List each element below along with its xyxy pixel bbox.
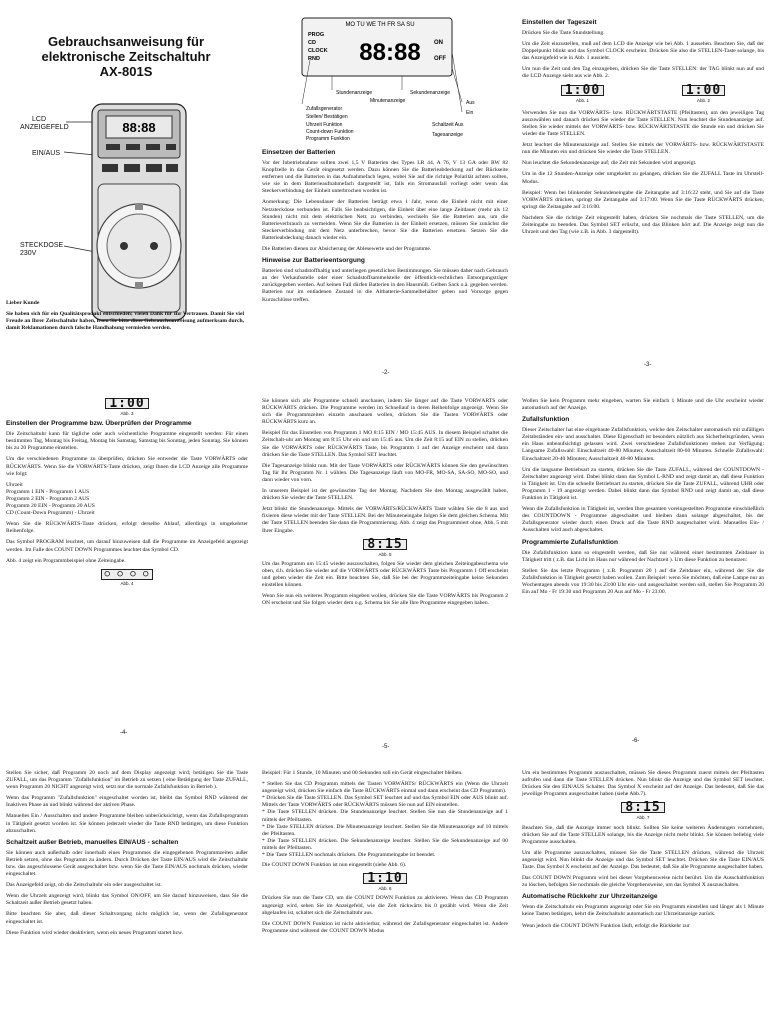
diagram-prog: PROG <box>308 32 325 38</box>
tag-p9: Nachdem Sie die richtige Zeit eingestellt haben, drücken Sie nochmals die Taste STELLEN, um die Zeiteingabe zu beenden. Das Symbol SET erlischt, und das Blinken hört auf. Die Anzeige zeigt nun die Uhrzeit und den Tag (wie z.B. in Abb. 3 dargestellt). <box>522 214 764 236</box>
lbl-sekunden: Sekundenanzeige <box>410 90 451 96</box>
anzeigefeld-label: ANZEIGEFELD <box>20 124 69 131</box>
title-line-2: elektronische Zeitschaltuhr <box>41 49 211 64</box>
lcd-label: LCD <box>32 116 47 123</box>
lbl-zufall: Zufallsgenerator <box>306 106 343 112</box>
page-number-3: -3- <box>644 362 652 368</box>
heading-entsorgung: Hinweise zur Batterieentsorgung <box>262 257 365 265</box>
c6-p1: Wollen Sie kein Programm mehr eingeben, warten Sie einfach 1 Minute und die Uhr erscheint wieder automatisch auf der Anzeige. <box>522 398 764 412</box>
c5-p7: Wenn Sie nun ein weiteres Programm eingeben wollen, drücken Sie die Taste VORWÄRTS bis Programm 2 ON erscheint und Sie folgen wieder dem o.g. Schema bis Sie alle Ihre Programme eingegeben haben. <box>262 593 508 607</box>
page-number-6: -6- <box>632 738 640 744</box>
abb-2-lcd: 1:00 <box>682 85 725 96</box>
display-diagram <box>262 14 508 144</box>
column-9-text <box>522 770 764 1024</box>
cd-step: * Drücken Sie die Taste STELLEN. Das Symbol SET leuchtet auf und das Symbol EIN oder AUS blinkt auf. Mittels der Taste VORWÄRTS oder RÜCKWÄRTS müssen Sie nun auf EIN einstellen. <box>262 795 508 809</box>
abb-1-lcd: 1:00 <box>561 85 604 96</box>
tag-p4: Verwenden Sie nun die VORWÄRTS- bzw. RÜCKWÄRTSTASTE (Pfeiltasten), um den jeweiligen Tag auszuwählen und danach drücken Sie wieder die Taste STELLEN. Nun leuchtet die Stundenanzeige auf. Stellen Sie wieder mittels der VORWÄRTS- bzw. RÜCKWÄRTSTASTE die Stunde ein und drücken Sie wieder die Taste STELLEN. <box>522 109 764 138</box>
c7-p3: Manuelles Ein / Ausschalten und andere Programme bleiben unberücksichtigt, wenn das Zufallsprogramm in Tätigkeit gesetzt worden ist. Sie können jederzeit wieder die Taste RND betätigen, um diese Funktion abzuschalten. <box>6 813 248 834</box>
diagram-off: OFF <box>434 56 446 62</box>
abb-2-caption: Abb. 2 <box>696 97 710 103</box>
tag-p3: Um nun die Zeit und den Tag einzugeben, drücken Sie die Taste STELLEN: der TAG blinkt nun auf und die LCD Anzeige sieht aus wie Abb. 2. <box>522 66 764 80</box>
c5-p5: Jetzt blinkt die Stundenanzeige. Mittels der VORWÄRTS/RÜCKWÄRTS Taste wählen Sie die 8 aus und fixieren diese wieder mit der Taste STELLEN. Bei der Minuteneingabe folgen Sie dem gleichen Schema. Mit der Taste STELLEN beenden Sie dann die Programmierung. Abb. 4 zeigt das Programmiert ohne, Abb. 5 mit Ihrer Eingabe. <box>262 506 508 534</box>
abb-5-lcd: 8:15 <box>363 539 406 550</box>
diagram-cd: CD <box>308 40 316 46</box>
c9-p6: Wenn jedoch die COUNT DOWN Funktion läuft, erfolgt die Rückkehr zur <box>522 922 690 929</box>
cover-panel <box>6 34 246 334</box>
abb-1-2-figures <box>522 82 764 104</box>
c7-p8: Diese Funktion wird wieder deaktiviert, wenn ein neues Programm startet bzw. <box>6 929 184 936</box>
c8-p2: Die COUNT DOWN Funktion ist nun eingestellt (siehe Abb. 6). <box>262 862 407 869</box>
program-list-item: Programm 20 EIN - Programm 20 AUS <box>6 503 95 510</box>
lbl-count: Count-down Funktion <box>306 129 354 135</box>
c9-p2: Beachten Sie, daß die Anzeige immer noch blinkt. Sollten Sie keine weiteren Änderungen vornehmen, drücken Sie auf die Taste STELLEN solange, bis die Anzeige nicht mehr blinkt. Sie können beliebig viele Programme ausschalten. <box>522 824 764 845</box>
c5-p3: Die Tagesanzeige blinkt nun. Mit der Taste VORWÄRTS oder RÜCKWÄRTS können Sie den gewünschten Tag für Ihr Programm Nr. 1 wählen. Die Tagesanzeige läuft von MO-FR, MO-SA, SA-SO, MO-SO, und dann wieder von vorn. <box>262 462 508 483</box>
cd-steps <box>262 781 508 859</box>
lbl-minuten: Minutenanzeige <box>370 98 406 104</box>
tag-p7: Um in die 12 Stunden-Anzeige oder umgekehrt zu gelangen, drücken Sie die ZUFALL Taste im Uhrstell-Modus. <box>522 171 764 185</box>
lbl-stellen: Stellen/ Bestätigen <box>306 114 348 120</box>
heading-rueckkehr: Automatische Rückkehr zur Uhrzeitanzeige <box>522 893 658 901</box>
lbl-stunden: Stundenanzeige <box>336 90 373 96</box>
abb-3-lcd: 1:00 <box>105 398 148 409</box>
device-lcd-digits: 88:88 <box>122 120 156 135</box>
liebe-kunde: Lieber Kunde <box>6 300 40 306</box>
tag-p1: Drücken Sie die Taste Stundstellung. <box>522 30 605 36</box>
c7-p7: Bitte beachten Sie aber, daß dieser Schaltvorgang nicht möglich ist, wenn der Zufallsgenerator eingeschaltet ist. <box>6 911 248 925</box>
heading-programme: Einstellen der Programme bzw. Überprüfen der Programme <box>6 420 192 428</box>
volt-label: 230V <box>20 250 37 257</box>
column-3-text <box>522 16 764 366</box>
prog-p2: Um die verschiedenen Programme zu überprüfen, drücken Sie entweder die Taste VORWÄRTS oder RÜCKWÄRTS. Wenn Sie die VORWÄRTS-Taste drücken, zeigt Ihnen die LCD Anzeige alle Programme wie folgt: <box>6 456 248 477</box>
steckdose-label: STECKDOSE <box>20 242 64 249</box>
diagram-days: MO TU WE TH FR SA SU <box>345 22 415 28</box>
batterien-text-2: Die Batterien dienen zur Absicherung der Ablesewerte und der Programme. <box>262 246 432 253</box>
abb-3-caption: Abb. 3 <box>120 411 134 417</box>
lbl-schalt: Schaltzeit Aus <box>432 122 464 128</box>
cd-step: * Die Taste STELLEN drücken. Die Sekundenanzeige leuchtet. Stellen Sie die Sekundenanzeige auf 00 mittels der Pfeiltasten. <box>262 837 508 851</box>
cd-step: * Die Taste STELLEN drücken. Die Stundenanzeige leuchtet. Stellen Sie nun die Stundenanzeige auf 1 mittels der Pfeiltasten. <box>262 809 508 823</box>
c9-p5: Wenn die Zeitschaltuhr ein Programm angezeigt oder Sie ein Programm einstellen und länger als 1 Minute keine Tasten betätigen, kehrt die Zeitschaltuhr automatisch zur Uhrzeitanzeige zurück. <box>522 904 764 918</box>
title-line-1: Gebrauchsanweisung für <box>47 34 205 49</box>
abb-4-lcd: ○ ○ ○ ○ <box>101 569 154 580</box>
title-line-3: AX-801S <box>99 64 153 79</box>
tag-p5: Jetzt leuchtet die Minutenanzeige auf. Stellen Sie mittels der VORWÄRTS- bzw. RÜCKWÄRTSTASTE nun die Minuten ein und drücken Sie wieder die Taste STELLEN. <box>522 142 764 156</box>
lbl-tages: Tagesanzeige <box>432 132 463 138</box>
heading-prog-zufall: Programmierte Zufallsfunktion <box>522 538 618 546</box>
abb-6-caption: Abb. 6 <box>378 886 392 892</box>
c5-p6: Um das Programm um 15:45 wieder auszuschalten, folgen Sie wieder dem gleichen Zeiteingabeschema wie oben, d.h. drücken Sie wieder auf die VORWÄRTS oder RÜCKWÄRTS Taste bis Programm 1 Off erscheint und geben wieder die Zeit ein. Bitte beachten Sie, daß Sie bei der Programmzeiteingabe keine Sekunden einstellen können. <box>262 560 508 589</box>
cd-step: * Stellen Sie das CD Programm mittels der Tasten VORWÄRTS/ RÜCKWÄRTS ein (Wenn die Uhrzeit angezeigt wird, drücken Sie einfach die Taste RÜCKWÄRTS einmal und dann erscheint das CD Programm). <box>262 781 508 795</box>
c7-p4: Sie können auch außerhalb oder innerhalb eines Programmes die eingegebenen Programmzeiten außer Betrieb setzen, ohne das Programm zu ändern. Durch Drücken der Taste EIN/AUS wird die Zeitschaltuhr bzw. das angeschlossene Gerät ausgeschaltet bzw. wenn Sie die Taste EIN/AUS nochmals drücken, wieder eingeschaltet. <box>6 849 248 878</box>
c6-p4: Wenn die Zufallsfunktion in Tätigkeit ist, werden Ihre gesamten voreingestellten Programme einschließlich des COUNTDOWN - Programme abgeschaltet und bleiben dann solange abgeschaltet, bis der Zufallsgenerator wieder durch einen Druck auf die Taste RND ausgeschaltet wird. Manuelles Ein- / Ausschalten wird auch abgeschaltet. <box>522 506 764 534</box>
abb-4-caption: Abb. 4 <box>120 580 134 586</box>
lbl-uhr: Uhrzeit Funktion <box>306 122 343 128</box>
cd-step: * Die Taste STELLEN nochmals drücken. Die Programmeingabe ist beendet. <box>262 852 436 859</box>
column-4-text <box>6 398 248 736</box>
tag-p6: Nun leuchtet die Sekundenanzeige auf; die Zeit mit Sekunden wird angezeigt. <box>522 160 697 167</box>
lbl-aus: Aus <box>466 100 475 106</box>
lbl-ein: Ein <box>466 110 474 116</box>
cd-step: * Die Taste STELLEN drücken. Die Minutenanzeige leuchtet. Stellen Sie die Minutenanzeige auf 10 mittels der Pfeiltasten. <box>262 823 508 837</box>
abb-7-lcd: 8:15 <box>621 802 664 813</box>
heading-batterien: Einsetzen der Batterien <box>262 149 336 156</box>
heading-tageszeit: Einstellen der Tageszeit <box>522 19 597 26</box>
column-2-text <box>262 146 508 368</box>
einaus-label: EIN/AUS <box>32 150 61 157</box>
c5-p4: In unserem Beispiel ist der gewünschte Tag der Montag. Nachdem Sie den Montag ausgewählt haben, drücken Sie wieder die Taste STELLEN. <box>262 488 508 502</box>
entsorgung-text: Batterien sind schadstoffhaltig und unterliegen gesetzlichen Bestimmungen. Sie müssen daher nach Gebrauch an der Verkaufsstelle oder einer Schadstoffsammelstelle der öffentlich-rechtlichen Entsorgungsträger zurückgegeben werden. Auf keinen Fall dürfen Batterien in den Hausmüll. Gelben Sack o.ä. gegeben werden. Batterien nur im entladenen Zustand in die Altbatterie-Sammelbehälter geben und Vorsorge gegen Kurzschlüsse treffen. <box>262 268 508 303</box>
page-number-2: -2- <box>382 370 390 376</box>
c7-p5: Das Anzeigefeld zeigt, ob die Zeitschaltuhr ein oder ausgeschaltet ist. <box>6 882 162 889</box>
heading-schaltzeit: Schaltzeit außer Betrieb, manuelles EIN/AUS - schalten <box>6 838 179 846</box>
prog-p5: Abb. 4 zeigt ein Programmbeispiel ohne Zeiteingabe. <box>6 557 126 564</box>
program-list-item: CD (Count-Down Programm) - Uhrzeit <box>6 510 95 517</box>
program-list-item: Uhrzeit <box>6 481 23 488</box>
column-8-text <box>262 770 508 1024</box>
program-list <box>6 482 248 517</box>
heading-zufall: Zufallsfunktion <box>522 416 570 424</box>
program-list-item: Programm 1 EIN - Programm 1 AUS <box>6 488 90 495</box>
page-number-4: -4- <box>120 730 128 736</box>
c8-p3: Drücken Sie nun die Taste CD, um die COUNT DOWN Funktion zu aktivieren. Wenn das CD Programm angezeigt wird, sehen Sie im Anzeigefeld, wie die Zeit rückwärts bis 0 gezählt wird. Wenn die Zeit abgelaufen ist, schaltet sich die Zeitschaltuhr aus. <box>262 895 508 916</box>
abb-6-lcd: 1:10 <box>363 873 406 884</box>
prog-p4: Das Symbol PROGRAM leuchtet, um darauf hinzuweisen daß die Programme im Anzeigefeld angezeigt werden. Im Falle des COUNT DOWN Programmes leuchtet das Symbol CD. <box>6 539 248 553</box>
column-7-text <box>6 770 248 1024</box>
c8-p4: Die COUNT DOWN Funktion ist nicht aktivierbar, während der Zufallsgenerator eingeschaltet ist. Andere Programme sind während der COUNT DOWN Modus <box>262 920 508 934</box>
c8-p1: Beispiel: Für 1 Stunde, 10 Minuten und 00 Sekunden soll ein Gerät eingeschaltet bleiben. <box>262 770 463 776</box>
intro-text: Sie haben sich für ein Qualitätsprodukt entschieden; vielen Dank für Ihr Vertrauen. Damit Sie viel Freude an Ihrer Zeitschaltuhr haben, lesen Sie bitte diese Gebrauchsanweisung aufmerksam durch, damit Reklamationen durch falsche Handhabung vermieden werden. <box>6 311 244 332</box>
c5-p2: Beispiel für das Einstellen von Programm 1 MO 8:15 EIN / MO 15:45 AUS. In diesem Beispiel schaltet die Zeitschalt-uhr am Montag um 8:15 Uhr ein und um 15:45 aus. Um die Zeit 8:15 auf EIN zu stellen, drücken Sie die VORWÄRTS oder RÜCKWÄRTS Taste, bis Programm 1 auf der Anzeige erscheint und dann drücken Sie die Taste STELLEN. Das Symbol SET leuchtet. <box>262 430 508 458</box>
c9-p4: Das COUNT DOWN Programm wird bei dieser Vorgehensweise nicht berührt. Um die Ausschaltfunktion zu löschen, befolgen Sie nochmals die gleiche Vorgehensweise, um das Symbol X auszuschalten. <box>522 875 764 889</box>
c6-p6: Stellen Sie das letzte Programm ( z.B. Programm 20 ) auf die Zeitdauer ein, während der Sie die Zufallsfunktion in Tätigkeit gesetzt haben wollen. Zum Beispiel: wenn Sie möchten, daß eine Lampe nur an Wochentagen abends von 19:30 bis 23:00 Uhr ein- und ausgeschaltet werden soll, stellen Sie Programm 20 Ein auf Mo - Fr 19:30 und Programm 20 Aus auf Mo - Fr 23:00. <box>522 567 764 595</box>
column-6-text <box>522 398 764 734</box>
batterien-text: Vor der Inbetriebnahme sollten zwei 1,5 V Batterien des Types LR 44, A 76, V 13 GA oder RW 82 Knopfzelle in das Gerät eingesetzt werden. Dazu können Sie die Batterieabdeckung auf der Rückseite entfernen und die Batterien in das Aufnahmefach legen, wobei Sie auf die richtige Polarität achten sollten, wie sie in dem Batterieaufnahmefach dargestellt ist, falls ein Stromausfall vorliegt oder wenn das Steckerverbindung der Einheit unterbrochen worden ist. <box>262 160 508 195</box>
abb-1-caption: Abb. 1 <box>575 97 589 103</box>
abb-7-caption: Abb. 7 <box>636 815 650 821</box>
lbl-prog: Programm Funktion <box>306 136 350 142</box>
c6-p2: Dieser Zeitschalter hat eine eingebaute Zufallsfunktion, welche den Zeitschalter automatisch mit zufälligen Zeitabständen ein- und ausschaltet. Diese Eigenschaft ist besonders nützlich aus Sicherheitsgründen, wenn ein Haus unbeaufsichtigt gelassen wird. Zwei verschiedene Zufallsfunktionen stehen zur Verfügung: Langsame Zufallswahl: Einschaltzeit 40-80 Minuten; Ausschaltzeit 80-60 Minuten. Schnelle Zufallswahl: Einschaltzeit 20-40 Minuten; Ausschaltzeit 40-80 Minuten. <box>522 427 764 462</box>
diagram-on: ON <box>434 40 443 46</box>
diagram-digits: 88:88 <box>359 39 421 66</box>
diagram-rnd: RND <box>308 56 320 62</box>
anmerkung-text: Anmerkung: Die Lebensdauer der Batterien beträgt etwa 1 Jahr, wenn die Einheit nicht mit einer Netzsteckdose verbunden ist. Falls Sie beabsichtigen, die Einheit über eine lange Zeitdauer (mehr als 12 Stunden) nicht mit dem elektrischen Netz zu verbinden, wechseln Sie die Batterien aus, um die Batterieverbrauch zu vermeiden. Wenn Sie die Batterien in der Einheit ersetzen, müssen Sie zunächst die Steckerverbindung mit dem Netz unterbrechen, bevor Sie die Batterien ersetzen. Setzen Sie die Batterieabdeckung danach wieder ein. <box>262 199 508 241</box>
tag-p2: Um die Zeit einzustellen, muß auf dem LCD die Anzeige wie bei Abb. 1 aussehen. Beachten Sie, daß der Doppelpunkt blinkt und das Symbol CLOCK erscheint. Drücken Sie also die STELLEN-Taste solange, bis das Anzeigefeld wie in Abb. 1 aussieht. <box>522 41 764 62</box>
diagram-clock: CLOCK <box>308 48 328 54</box>
column-1-text <box>6 300 244 360</box>
c9-p1: Um ein bestimmtes Programm auszuschalten, müssen Sie dieses Programm zuerst mittels der Pfeiltasten aufrufen und dann die Taste STELLEN drücken. Nun blinkt die Anzeige und das Symbol SET leuchtet. Drücken Sie den EIN/AUS Schalter. Das Symbol X erscheint auf der Anzeige. Das bedeutet, daß Sie das jeweilige Programm ausgeschaltet haben (siehe Abb.7). <box>522 770 764 798</box>
c6-p3: Um die langsame Betriebsart zu starten, drücken Sie die Taste ZUFALL, während der COUNTDOWN - Zeitschalter angezeigt wird. Dabei blinkt dann das Symbol L-RND und zeigt damit an, daß diese Funktion in Tätigkeit ist. Um die schnelle Betriebsart zu starten, drücken Sie die Taste ZUFALL, während UHR oder Programm 1 - 19 angezeigt werden. Dabei blinkt dann das Symbol RND und zeigt damit an, daß diese Funktion in Tätigkeit ist. <box>522 466 764 502</box>
column-5-text <box>262 398 508 744</box>
tag-p8: Beispiel: Wenn bei blinkender Sekundeneingabe die Zeitangabe auf 3:16:22 steht, und Sie auf die Taste VORWÄRTS drücken, springt die Zeitangabe auf 3:17:00. Wenn Sie die Taste RÜCKWÄRTS drücken, springt die Zeitangabe auf 3:16:00. <box>522 189 764 210</box>
prog-p1: Die Zeitschaltuhr kann für tägliche oder auch wöchentliche Programme eingestellt werden: Für einen bestimmten Tag, Montag bis Freitag, Montag bis Samstag, Samstag bis Sonntag, jeden Sonntag. Sie können bis zu 20 Programme einstellen. <box>6 431 248 452</box>
abb-5-caption: Abb. 5 <box>378 551 392 557</box>
c9-p3: Um alle Programme auszuschalten, müssen Sie die Taste STELLEN drücken, während die Uhrzeit angezeigt wird. Nun blinkt die Anzeige und das Symbol SET leuchtet. Drücken Sie die Taste EIN/AUS Taste. Das Symbol X erscheint auf der Anzeige. Das bedeutet, daß Sie alle Programme ausgeschaltet haben. <box>522 849 764 871</box>
program-list-item: Programm 2 EIN - Programm 2 AUS <box>6 495 90 502</box>
prog-p3: Wenn Sie die RÜCKWÄRTS-Taste drücken, erfolgt derselbe Ablauf, allerdings in umgekehrter Reihenfolge. <box>6 521 248 535</box>
c7-p1: Stellen Sie sicher, daß Programm 20 noch auf dem Display angezeigt wird; betätigen Sie die Taste ZUFALL, um das Programm "Zufallsfunktion" im Betrieb zu setzen ( eine Betätigung der Taste ZUFALL, wenn Programm 20 NICHT angezeigt wird, setzt nur die normale Zufallsfunktion in Betrieb ). <box>6 770 248 791</box>
c5-p1: Sie können sich alle Programme schnell anschauen, indem Sie länger auf die Taste VORWÄRTS oder RÜCKWÄRTS drücken. Die Programme werden im Schnellauf in deren Reihenfolge angezeigt. Wenn Sie sich die Programmzeiten einzeln anschauen wollen, drücken Sie die Tasten VORWÄRTS oder RÜCKWÄRTS kurz an. <box>262 398 508 426</box>
c6-p5: Die Zufallsfunktion kann so eingestellt werden, daß Sie nur während einer bestimmten Zeitdauer in Tätigkeit tritt ( z.B. das Licht im Haus nur während der Nachtzeit ). Um diese Funktion zu benutzen: <box>522 549 764 563</box>
page-number-5: -5- <box>382 744 390 750</box>
c7-p6: Wenn die Uhrzeit angezeigt wird, blinkt das Symbol ON/OFF, um Sie darauf hinzuweisen, dass Sie die Schaltzeit außer Betrieb gesetzt haben. <box>6 893 248 907</box>
c7-p2: Wenn das Programm "Zufallsfunktion" eingeschaltet worden ist, bleibt das Symbol RND während der Inaktiven Phase an und blinkt während der aktiven Phase. <box>6 795 248 809</box>
